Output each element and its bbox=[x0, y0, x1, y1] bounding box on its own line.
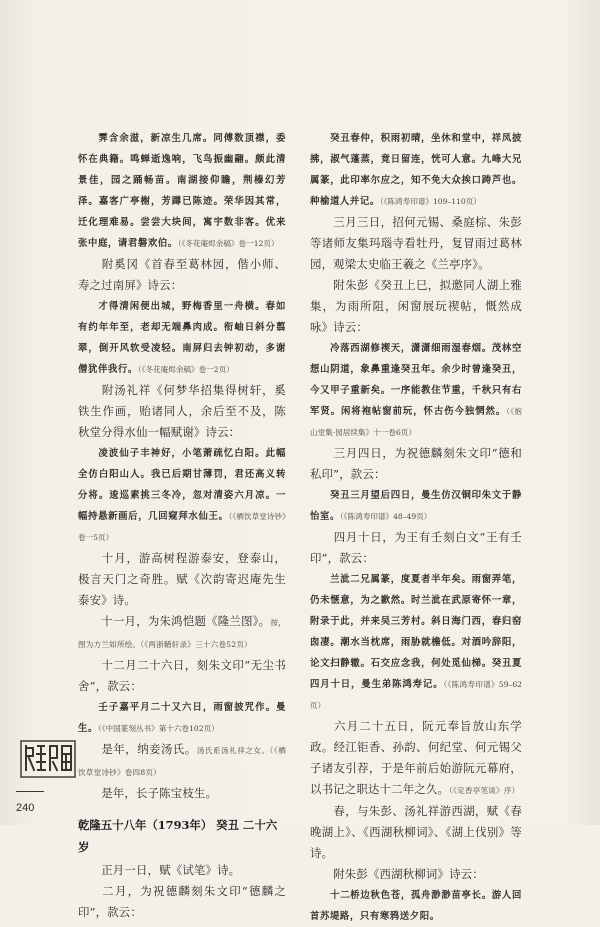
quoted-poem bbox=[78, 128, 286, 254]
chronicle-paragraph bbox=[310, 212, 522, 275]
paragraph-text: 壬子嘉平月二十又六日，雨窗披咒作。曼生。 bbox=[78, 702, 286, 734]
inline-note: 汤氏系汤礼祥之女。（《栖饮草堂诗钞》卷四8页） bbox=[78, 746, 286, 777]
paragraph-text: 十二月二十六日，刻朱文印“无尘书舍”，款云： bbox=[78, 658, 286, 693]
chronicle-paragraph bbox=[310, 275, 522, 338]
paragraph-text: 正月一日，赋《试笔》诗。 bbox=[101, 863, 241, 877]
paragraph-text: 霁含余滋，新凉生几席。同傅数顶襟，委怀在典籍。鸣蝉逝逸响，飞鸟振幽翮。颇此清景佳，园之踊畅苗。南湖接仰瞻，荆榛幻芳泽。嘉客广亭榭，芳蹲已陈迹。荣华因其常，迁化理难易。尝尝大块间，寓宇数非客。优来张中庭，请君磐欢伯。 bbox=[78, 133, 286, 249]
chronicle-paragraph bbox=[78, 655, 286, 697]
quoted-poem bbox=[310, 569, 522, 716]
source-citation: （《抱山堂集·园居续集》十一卷6页） bbox=[310, 407, 522, 437]
year-heading: 乾隆五十八年（1793年） 癸丑 二十六岁 bbox=[78, 818, 278, 854]
source-citation: （《中国篆刻丛书》第十六卷102页） bbox=[97, 724, 219, 733]
paragraph-text: 十一月，为朱鸿恺题《隆兰图》。 bbox=[101, 614, 271, 628]
chronicle-paragraph bbox=[310, 527, 522, 569]
chronicle-paragraph bbox=[78, 739, 286, 783]
chronicle-paragraph bbox=[78, 783, 286, 804]
paragraph-text: 三月四日，为祝德麟刻朱文印“德和私印”，款云： bbox=[310, 446, 522, 481]
source-citation: （《冬花庵烬余稿》卷一2页） bbox=[137, 365, 234, 374]
paragraph-text: 附奚冈《首春至葛林园，偕小师、寿之过南屏》诗云： bbox=[78, 257, 286, 292]
chronicle-paragraph bbox=[310, 801, 522, 864]
chronicle-paragraph bbox=[78, 380, 286, 443]
paragraph-text: 附汤礼祥《何梦华招集得树轩，奚铁生作画，贻诸同人，余后至不及，陈秋堂分得水仙一幅赋谢》诗云： bbox=[78, 383, 286, 439]
chronicle-paragraph bbox=[78, 254, 286, 296]
artist-seal bbox=[20, 740, 76, 778]
chronicle-paragraph bbox=[78, 881, 286, 923]
paragraph-text: 附朱彭《癸丑上巳，拟邀同人湖上雅集，为雨所阻，闲窗展玩禊帖，慨然成咏》诗云： bbox=[310, 278, 522, 334]
paragraph-text: 是年，纳妾汤氏。 bbox=[101, 742, 197, 756]
inline-note: 按，图为方兰如所绘。（《两浙輶轩录》三十六卷52页） bbox=[78, 618, 286, 649]
source-citation: （《栖饮草堂诗钞》卷一5页） bbox=[78, 512, 286, 542]
quoted-poem bbox=[78, 697, 286, 739]
paragraph-text: 十二桥边秋色苍，孤舟渺渺苗亭长。游人回首苏堤路，只有寒鸦送夕阳。 bbox=[310, 890, 522, 922]
chronicle-paragraph bbox=[310, 443, 522, 485]
paragraph-text: 二月，为祝德麟刻朱文印“德麟之印”，款云： bbox=[78, 884, 286, 919]
paragraph-text: 六月二十五日，阮元奉旨放山东学政。经江钜香、孙韵、何纪堂、何元锡父子诸友引荐，于是年前后始游阮元幕府，以书记之职达十二年之久。 bbox=[310, 719, 522, 796]
quoted-poem bbox=[310, 885, 522, 927]
paragraph-text: 癸丑春仲，积雨初晴，坐休和堂中，祥凤披拂，淑气蓬蒸，竟日留连，恍可人意。九峰大兄属篆，此印率尔应之，知不免大众挨口踌芦也。种榆道人并记。 bbox=[310, 133, 522, 207]
inline-note: （《定香亭笔谈》序） bbox=[449, 786, 520, 795]
chronicle-paragraph bbox=[310, 716, 522, 801]
source-citation: （《陈鸿寿印谱》59–62页） bbox=[310, 680, 522, 710]
paragraph-text: 兰泚二兄属篆，度夏者半年矣。雨窗弄笔，仍未惬意，为之歉然。时兰泚在武原寄怀一章，附录于此，并来吴三芳村。斜日海门西，春归窑囱凄。潮水当枕席，雨胁就檐低。对酒吟辞阳，论文扫静辙。石交应念我，何处觅仙梯。癸丑夏四月十日，曼生弟陈鸿寿记。 bbox=[310, 574, 522, 690]
source-citation: （《陈鸿寿印谱》48–49页） bbox=[339, 512, 432, 521]
paragraph-text: 春，与朱彭、汤礼祥游西湖，赋《春晚湖上》、《西湖秋柳词》、《湖上伐别》等诗。 bbox=[310, 804, 522, 860]
quoted-poem bbox=[78, 296, 286, 380]
paragraph-text: 凌波仙子丰神好，小笔萧疏忆白阳。此幅全仿白阳山人。我已后期甘薄罚，君还高义转分将。逡巡素挑三冬冷，忽对清姿六月凉。一幅持悬新画后，几回窥拜水仙王。 bbox=[78, 448, 286, 522]
paragraph-text: 冷落西湖修禊天，潇潇细雨湿春烟。茂林空想山阴道，象鼻重逢癸丑年。余少时曾逢癸丑，今又甲子重新矣。一序能教住节重，千秋只有右军贤。闲将袍帖窗前玩，怀古伤今独惘然。 bbox=[310, 343, 522, 417]
paragraph-text: 十月，游高树程游泰安，登泰山，极言天门之奇胜。赋《次韵寄迟庵先生泰安》诗。 bbox=[78, 551, 286, 607]
paragraph-text: 四月十日，为王有壬刻白文“王有壬印”，款云： bbox=[310, 530, 522, 565]
quoted-poem bbox=[310, 485, 522, 527]
page-number-rule bbox=[16, 791, 44, 792]
page-number: 240 bbox=[16, 802, 35, 814]
left-column bbox=[78, 128, 286, 923]
paragraph-text: 附朱彭《西湖秋柳词》诗云： bbox=[333, 867, 484, 881]
chronicle-paragraph bbox=[78, 860, 286, 881]
chronicle-paragraph bbox=[78, 611, 286, 655]
chronicle-paragraph bbox=[78, 548, 286, 611]
quoted-poem bbox=[310, 128, 522, 212]
quoted-poem bbox=[310, 338, 522, 443]
chronicle-paragraph bbox=[310, 864, 522, 885]
source-citation: （《冬花庵烬余稿》卷一12页） bbox=[177, 239, 279, 248]
paragraph-text: 三月三日，招何元锡、桑庭棕、朱彭等诸师友集玛瑙寺看牡丹，复冒雨过葛林园，观梁太史临王羲之《兰亭序》。 bbox=[310, 215, 522, 271]
right-column bbox=[310, 128, 522, 927]
quoted-poem bbox=[78, 443, 286, 548]
paragraph-text: 癸丑三月望后四日，曼生仿汉铜印朱文于静怡室。 bbox=[310, 490, 522, 522]
source-citation: （《陈鸿寿印谱》109–110页） bbox=[379, 197, 481, 206]
paragraph-text: 是年，长子陈宝枝生。 bbox=[101, 786, 218, 800]
paragraph-text: 才得清闲便出城，野梅香里一舟横。春如有约年年至，老却无端鼻肉成。衔岫日斜分翦翠，倒开风软受凌轻。南屏归去钟初动，多谢僧犹伴我行。 bbox=[78, 301, 286, 375]
